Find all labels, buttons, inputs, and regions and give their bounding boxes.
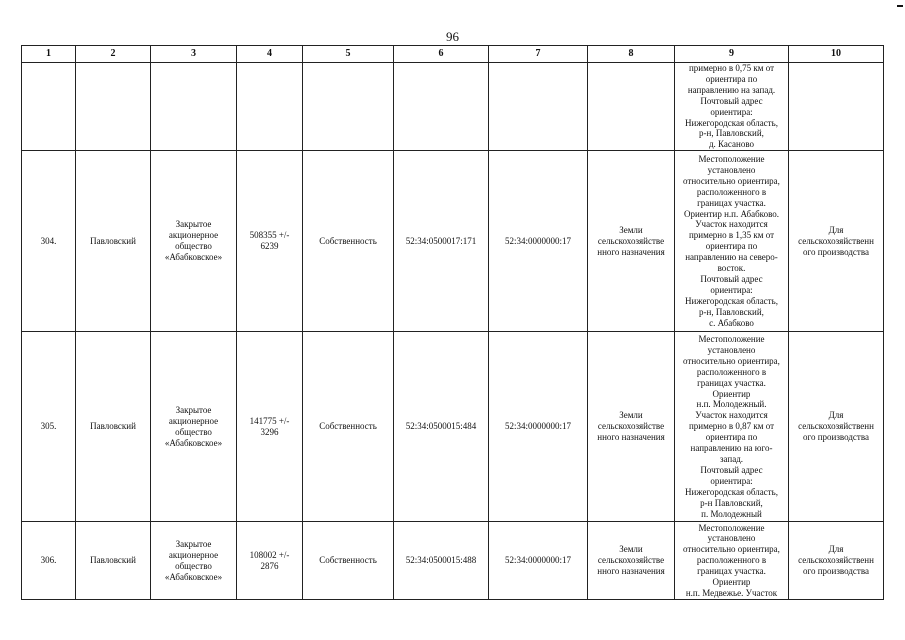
district-cell: Павловский bbox=[76, 332, 151, 522]
empty-cell bbox=[789, 63, 884, 151]
cell-text-line: нного назначения bbox=[597, 432, 665, 443]
cell-text-line: Ориентир bbox=[712, 388, 751, 399]
column-header-9: 9 bbox=[675, 46, 789, 63]
area-cell bbox=[237, 332, 303, 522]
cell-text-line: ориентира: bbox=[710, 284, 753, 295]
cell-text-line: 2876 bbox=[260, 560, 279, 571]
cell-text-line: Земли bbox=[619, 410, 643, 421]
cell-text-line: Участок находится bbox=[695, 219, 768, 230]
cell-text-line: сельскохозяйственн bbox=[798, 555, 874, 566]
cell-text-line: «Абабковское» bbox=[164, 252, 223, 263]
cadastral-number-cell: 52:34:0500015:484 bbox=[394, 332, 489, 522]
cell-text-line: ориентира по bbox=[705, 73, 758, 84]
cell-text-line: Местоположение bbox=[698, 522, 765, 533]
empty-cell bbox=[237, 63, 303, 151]
district-cell: Павловский bbox=[76, 522, 151, 600]
cell-text-line: сельскохозяйственн bbox=[798, 421, 874, 432]
cell-text-line: относительно ориентира, bbox=[683, 544, 780, 555]
cell-text-line: ого производства bbox=[803, 246, 869, 257]
cell-text-line: Закрытое bbox=[175, 219, 212, 230]
right-cell: Собственность bbox=[303, 332, 394, 522]
cell-text-line: Нижегородская область, bbox=[685, 486, 778, 497]
category-cell bbox=[588, 332, 675, 522]
use-cell bbox=[789, 151, 884, 332]
empty-cell bbox=[489, 63, 588, 151]
cell-text-line: установлено bbox=[707, 533, 756, 544]
cell-text-line: Почтовый адрес bbox=[700, 464, 763, 475]
location-cell bbox=[675, 63, 789, 151]
page-number: 96 bbox=[446, 29, 459, 44]
cell-text-line: 3296 bbox=[260, 426, 279, 437]
quarter-number-cell: 52:34:0000000:17 bbox=[489, 332, 588, 522]
cell-text-line: 508355 +/- bbox=[249, 230, 290, 241]
cadastral-number-cell: 52:34:0500015:488 bbox=[394, 522, 489, 600]
cell-text-line: 108002 +/- bbox=[249, 549, 290, 560]
cell-text-line: ориентира: bbox=[710, 475, 753, 486]
row-number: 304. bbox=[22, 151, 76, 332]
right-cell: Собственность bbox=[303, 151, 394, 332]
column-header-7: 7 bbox=[489, 46, 588, 63]
cell-text-line: направлению на юго- bbox=[690, 443, 773, 454]
owner-cell bbox=[151, 151, 237, 332]
cell-text-line: примерно в 1,35 км от bbox=[688, 230, 775, 241]
location-cell bbox=[675, 332, 789, 522]
column-header-10: 10 bbox=[789, 46, 884, 63]
cell-text-line: общество bbox=[175, 560, 212, 571]
cell-text-line: относительно ориентира, bbox=[683, 355, 780, 366]
category-cell bbox=[588, 522, 675, 600]
cell-text-line: расположенного в bbox=[696, 366, 767, 377]
cell-text-line: п. Молодежный bbox=[701, 508, 762, 519]
cell-text-line: общество bbox=[175, 426, 212, 437]
owner-cell bbox=[151, 332, 237, 522]
cell-text-line: сельскохозяйстве bbox=[597, 555, 665, 566]
cell-text-line: н.п. Медвежье. Участок bbox=[685, 588, 778, 599]
empty-cell bbox=[22, 63, 76, 151]
cell-text-line: расположенного в bbox=[696, 555, 767, 566]
use-cell bbox=[789, 522, 884, 600]
location-cell bbox=[675, 151, 789, 332]
cell-text-line: Местоположение bbox=[698, 334, 765, 345]
empty-cell bbox=[588, 63, 675, 151]
cell-text-line: ого производства bbox=[803, 432, 869, 443]
quarter-number-cell: 52:34:0000000:17 bbox=[489, 151, 588, 332]
owner-cell bbox=[151, 522, 237, 600]
cell-text-line: ориентира по bbox=[705, 241, 758, 252]
empty-cell bbox=[76, 63, 151, 151]
header-row bbox=[22, 46, 884, 63]
cell-text-line: направлению на северо- bbox=[685, 252, 778, 263]
cell-text-line: р-н, Павловский, bbox=[699, 306, 764, 317]
cell-text-line: акционерное bbox=[168, 415, 219, 426]
cell-text-line: Для bbox=[828, 544, 844, 555]
cell-text-line: установлено bbox=[707, 164, 756, 175]
cell-text-line: общество bbox=[175, 241, 212, 252]
area-cell bbox=[237, 151, 303, 332]
cell-text-line: восток. bbox=[717, 263, 746, 274]
cell-text-line: Земли bbox=[619, 544, 643, 555]
cell-text-line: р-н Павловский, bbox=[700, 497, 763, 508]
cell-text-line: относительно ориентира, bbox=[683, 175, 780, 186]
table-row bbox=[22, 522, 884, 600]
empty-cell bbox=[394, 63, 489, 151]
column-header-6: 6 bbox=[394, 46, 489, 63]
cell-text-line: направлению на запад. bbox=[687, 84, 776, 95]
cadastral-number-cell: 52:34:0500017:171 bbox=[394, 151, 489, 332]
right-cell: Собственность bbox=[303, 522, 394, 600]
corner-mark bbox=[897, 5, 903, 7]
cell-text-line: Нижегородская область, bbox=[685, 117, 778, 128]
cell-text-line: Нижегородская область, bbox=[685, 295, 778, 306]
cell-text-line: запад. bbox=[719, 454, 744, 465]
cell-text-line: сельскохозяйственн bbox=[798, 235, 874, 246]
table-row bbox=[22, 151, 884, 332]
cell-text-line: «Абабковское» bbox=[164, 437, 223, 448]
cell-text-line: расположенного в bbox=[696, 186, 767, 197]
location-cell bbox=[675, 522, 789, 600]
empty-cell bbox=[151, 63, 237, 151]
cell-text-line: Ориентир bbox=[712, 577, 751, 588]
cell-text-line: Участок находится bbox=[695, 410, 768, 421]
continuation-row bbox=[22, 63, 884, 151]
land-registry-table bbox=[21, 45, 884, 600]
cell-text-line: Закрытое bbox=[175, 404, 212, 415]
district-cell: Павловский bbox=[76, 151, 151, 332]
cell-text-line: Почтовый адрес bbox=[700, 273, 763, 284]
cell-text-line: р-н, Павловский, bbox=[699, 128, 764, 139]
cell-text-line: примерно в 0,87 км от bbox=[688, 421, 775, 432]
column-header-4: 4 bbox=[237, 46, 303, 63]
cell-text-line: границах участка. bbox=[697, 377, 766, 388]
cell-text-line: акционерное bbox=[168, 230, 219, 241]
cell-text-line: «Абабковское» bbox=[164, 571, 223, 582]
cell-text-line: ориентира по bbox=[705, 432, 758, 443]
cell-text-line: Закрытое bbox=[175, 538, 212, 549]
cell-text-line: н.п. Молодежный. bbox=[696, 399, 767, 410]
row-number: 306. bbox=[22, 522, 76, 600]
cell-text-line: акционерное bbox=[168, 549, 219, 560]
area-cell bbox=[237, 522, 303, 600]
cell-text-line: установлено bbox=[707, 344, 756, 355]
cell-text-line: 6239 bbox=[260, 241, 279, 252]
use-cell bbox=[789, 332, 884, 522]
cell-text-line: с. Абабково bbox=[709, 317, 754, 328]
column-header-3: 3 bbox=[151, 46, 237, 63]
cell-text-line: Местоположение bbox=[698, 154, 765, 164]
cell-text-line: Для bbox=[828, 410, 844, 421]
row-number: 305. bbox=[22, 332, 76, 522]
table-row bbox=[22, 332, 884, 522]
cell-text-line: Ориентир н.п. Абабково. bbox=[683, 208, 780, 219]
category-cell bbox=[588, 151, 675, 332]
cell-text-line: границах участка. bbox=[697, 566, 766, 577]
cell-text-line: Для bbox=[828, 224, 844, 235]
cell-text-line: д. Касаново bbox=[708, 139, 755, 150]
column-header-1: 1 bbox=[22, 46, 76, 63]
cell-text-line: Почтовый адрес bbox=[700, 95, 763, 106]
cell-text-line: сельскохозяйстве bbox=[597, 421, 665, 432]
cell-text-line: 141775 +/- bbox=[249, 415, 290, 426]
cell-text-line: ориентира: bbox=[710, 106, 753, 117]
quarter-number-cell: 52:34:0000000:17 bbox=[489, 522, 588, 600]
cell-text-line: ого производства bbox=[803, 566, 869, 577]
empty-cell bbox=[303, 63, 394, 151]
cell-text-line: нного назначения bbox=[597, 246, 665, 257]
cell-text-line: сельскохозяйстве bbox=[597, 235, 665, 246]
column-header-5: 5 bbox=[303, 46, 394, 63]
cell-text-line: примерно в 0,75 км от bbox=[688, 63, 775, 73]
column-header-8: 8 bbox=[588, 46, 675, 63]
cell-text-line: нного назначения bbox=[597, 566, 665, 577]
cell-text-line: Земли bbox=[619, 224, 643, 235]
column-header-2: 2 bbox=[76, 46, 151, 63]
cell-text-line: границах участка. bbox=[697, 197, 766, 208]
